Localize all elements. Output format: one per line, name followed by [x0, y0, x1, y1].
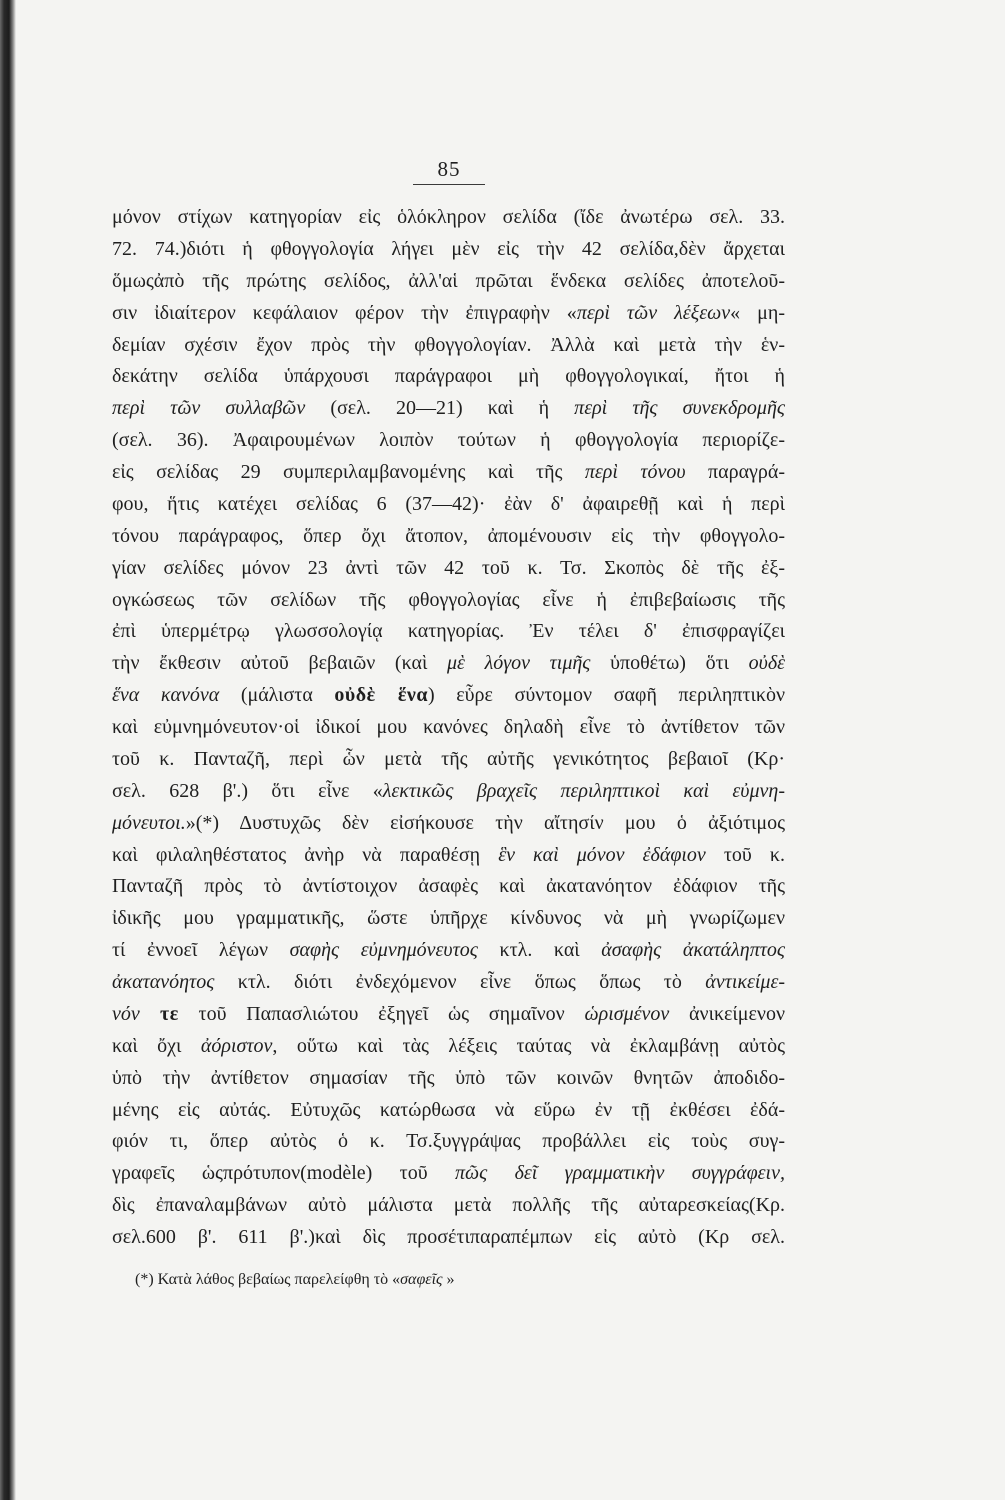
italic-text-segment: ἀόριστον: [200, 1034, 273, 1057]
italic-text-segment: περὶ τῶν συλλαβῶν: [112, 397, 306, 420]
text-segment: »: [442, 1271, 455, 1288]
text-line: [112, 999, 785, 1031]
text-segment: ὑποθέτω) ὅτι: [590, 652, 749, 675]
text-segment: (*) Κατὰ λάθος βεβαίως παρελείφθη τὸ «: [135, 1271, 401, 1288]
text-line: [112, 616, 785, 648]
text-line: [112, 1158, 785, 1190]
body-text: [112, 202, 785, 1254]
text-segment: φιόν τι, ὅπερ αὐτὸς ὁ κ. Τσ.ξυγγράψας προβάλλει εἰς τοὺς συγ-: [112, 1130, 785, 1153]
italic-text-segment: ἕνα κανόνα: [112, 684, 220, 707]
text-segment: σελ.600 β'. 611 β'.)καὶ δὶς προσέτιπαραπέμπων εἰς αὐτὸ (Κρ σελ.: [112, 1226, 785, 1248]
italic-text-segment: περὶ τόνου: [584, 461, 686, 483]
text-line: [112, 808, 785, 840]
text-segment: ἀνικείμενον: [669, 1002, 786, 1025]
text-segment: μόνον στίχων κατηγορίαν εἰς ὁλόκληρον σελίδα (ἴδε ἀνωτέρω σελ. 33.: [112, 206, 785, 228]
italic-text-segment: νόν: [112, 1002, 140, 1025]
text-line: [112, 425, 785, 457]
italic-text-segment: ἀντικείμε-: [705, 971, 785, 993]
text-segment: γίαν σελίδες μόνον 23 ἀντὶ τῶν 42 τοῦ κ. Τσ. Σκοπὸς δὲ τῆς ἐξ-: [112, 556, 785, 579]
text-segment: κτλ. διότι ἐνδεχόμενον εἶνε ὅπως ὅπως τὸ: [214, 971, 706, 993]
text-segment: σιν ἰδιαίτερον κεφάλαιον φέρον τὴν ἐπιγραφὴν «: [112, 301, 577, 324]
italic-text-segment: περὶ τῶν λέξεων: [576, 301, 731, 324]
text-segment: τόνου παράγραφος, ὅπερ ὄχι ἄτοπον, ἀπομένουσιν εἰς τὴν φθογγολο-: [112, 524, 785, 547]
text-line: [112, 1063, 785, 1095]
text-line: [112, 457, 785, 489]
text-line: [112, 1222, 785, 1254]
text-segment: (σελ. 36). Ἀφαιρουμένων λοιπὸν τούτων ἡ φθογγολογία περιορίζε-: [112, 429, 785, 452]
text-line: [112, 553, 785, 585]
text-line: [112, 489, 785, 521]
text-segment: δὶς ἐπαναλαμβάνων αὐτὸ μάλιστα μετὰ πολλῆς τῆς αὐταρεσκείας(Κρ.: [112, 1194, 785, 1217]
page-number: 85: [413, 154, 485, 185]
text-segment: ἰδικῆς μου γραμματικῆς, ὥστε ὑπῆρχε κίνδυνος νὰ μὴ γνωρίζωμεν: [112, 907, 785, 930]
text-segment: παραγρά-: [685, 461, 786, 483]
italic-text-segment: λεκτικῶς βραχεῖς περιληπτικοὶ καὶ εὐμνη-: [382, 779, 785, 802]
text-segment: τοῦ κ.: [705, 843, 785, 866]
text-line: [112, 744, 785, 776]
text-segment: « μη-: [730, 301, 785, 324]
text-segment: καὶ φιλαληθέστατος ἀνὴρ νὰ παραθέσῃ: [112, 843, 499, 866]
text-segment: τί ἐννοεῖ λέγων: [112, 939, 290, 962]
text-line: [112, 1190, 785, 1222]
footnote: [135, 1266, 695, 1294]
bold-text-segment: τε: [139, 1002, 179, 1025]
bold-text-segment: οὐδὲ ἕνα: [334, 684, 428, 707]
text-segment: ὅμωςἀπὸ τῆς πρώτης σελίδος, ἀλλ'αἱ πρῶται ἕνδεκα σελίδες ἀποτελοῦ-: [112, 269, 785, 292]
text-line: [112, 776, 785, 808]
text-segment: ὑπὸ τὴν ἀντίθετον σημασίαν τῆς ὑπὸ τῶν κοινῶν θνητῶν ἀποδιδο-: [112, 1066, 785, 1089]
text-line: [112, 935, 785, 967]
italic-text-segment: ὡρισμένον: [584, 1002, 670, 1025]
italic-text-segment: ἀκατανόητος: [112, 971, 215, 993]
italic-text-segment: σαφὴς εὐμνημόνευτος: [289, 939, 478, 962]
text-segment: φου, ἥτις κατέχει σελίδας 6 (37—42)· ἐὰν δ' ἀφαιρεθῇ καὶ ἡ περὶ: [112, 492, 785, 515]
text-line: [112, 1126, 785, 1158]
text-line: [112, 712, 785, 744]
text-line: [112, 967, 785, 999]
italic-text-segment: οὐδὲ: [748, 652, 785, 675]
text-line: [112, 585, 785, 617]
text-segment: τὴν ἔκθεσιν αὐτοῦ βεβαιῶν (καὶ: [112, 652, 447, 675]
text-segment: 72. 74.)διότι ἡ φθογγολογία λήγει μὲν εἰς τὴν 42 σελίδα,δὲν ἄρχεται: [112, 237, 785, 260]
text-line: [112, 234, 785, 266]
page-binding-shadow: [0, 0, 16, 1500]
text-line: [112, 393, 785, 425]
text-line: [112, 330, 785, 362]
text-line: [112, 840, 785, 872]
italic-text-segment: μὲ λόγον τιμῆς: [447, 652, 591, 675]
text-segment: καὶ εὐμνημόνευτον·οἱ ἰδικοί μου κανόνες δηλαδὴ εἶνε τὸ ἀντίθετον τῶν: [112, 716, 785, 738]
text-line: [112, 266, 785, 298]
text-segment: δεμίαν σχέσιν ἔχον πρὸς τὴν φθογγολογίαν. Ἀλλὰ καὶ μετὰ τὴν ἑν-: [112, 333, 785, 356]
text-segment: τοῦ Παπασλιώτου ἐξηγεῖ ὡς σημαῖνον: [178, 1002, 585, 1025]
italic-text-segment: πῶς δεῖ γραμματικὴν συγγράφειν,: [454, 1162, 785, 1185]
italic-text-segment: ἀσαφὴς ἀκατάληπτος: [601, 939, 785, 962]
text-line: [112, 361, 785, 393]
text-segment: ) εὗρε σύντομον σαφῆ περιληπτικὸν: [427, 684, 786, 707]
text-line: [112, 1095, 785, 1127]
italic-text-segment: περὶ τῆς συνεκδρομῆς: [574, 397, 785, 420]
text-line: [112, 680, 785, 712]
text-segment: εἰς σελίδας 29 συμπεριλαμβανομένης καὶ τῆς: [112, 461, 585, 483]
text-segment: γραφεῖς ὡςπρότυπον(modèle) τοῦ: [112, 1162, 455, 1185]
text-segment: »(*) Δυστυχῶς δὲν εἰσήκουσε τὴν αἴτησίν μου ὁ ἀξιότιμος: [185, 811, 785, 834]
text-segment: τοῦ κ. Πανταζῆ, περὶ ὧν μετὰ τῆς αὐτῆς γενικότητος βεβαιοῖ (Κρ·: [112, 747, 785, 770]
text-segment: καὶ ὄχι: [112, 1034, 201, 1057]
text-line: [112, 1031, 785, 1063]
text-line: [112, 202, 785, 234]
text-segment: σελ. 628 β'.) ὅτι εἶνε «: [112, 779, 383, 802]
text-segment: δεκάτην σελίδα ὑπάρχουσι παράγραφοι μὴ φθογγολογικαί, ἤτοι ἡ: [112, 365, 785, 388]
text-segment: κτλ. καὶ: [477, 939, 602, 962]
text-line: [112, 903, 785, 935]
text-line: [112, 521, 785, 553]
text-segment: μένης εἰς αὐτάς. Εὐτυχῶς κατώρθωσα νὰ εὕρω ἐν τῇ ἐκθέσει ἐδά-: [112, 1098, 785, 1121]
text-segment: (σελ. 20—21) καὶ ἡ: [305, 397, 575, 420]
text-segment: , οὕτω καὶ τὰς λέξεις ταύτας νὰ ἐκλαμβάνῃ αὐτὸς: [272, 1034, 785, 1057]
text-segment: (μάλιστα: [219, 684, 335, 707]
italic-text-segment: μόνευτοι.: [112, 811, 186, 834]
text-segment: ογκώσεως τῶν σελίδων τῆς φθογγολογίας εἶνε ἡ ἐπιβεβαίωσις τῆς: [112, 588, 785, 611]
text-line: [112, 648, 785, 680]
italic-text-segment: σαφεῖς: [400, 1271, 443, 1288]
italic-text-segment: ἓν καὶ μόνον ἐδάφιον: [498, 843, 706, 866]
text-segment: Πανταζῆ πρὸς τὸ ἀντίστοιχον ἀσαφὲς καὶ ἀκατανόητον ἐδάφιον τῆς: [112, 875, 785, 898]
text-segment: ἐπὶ ὑπερμέτρῳ γλωσσολογίᾳ κατηγορίας. Ἐν τέλει δ' ἐπισφραγίζει: [112, 620, 785, 643]
text-line: [112, 298, 785, 330]
text-line: [112, 871, 785, 903]
